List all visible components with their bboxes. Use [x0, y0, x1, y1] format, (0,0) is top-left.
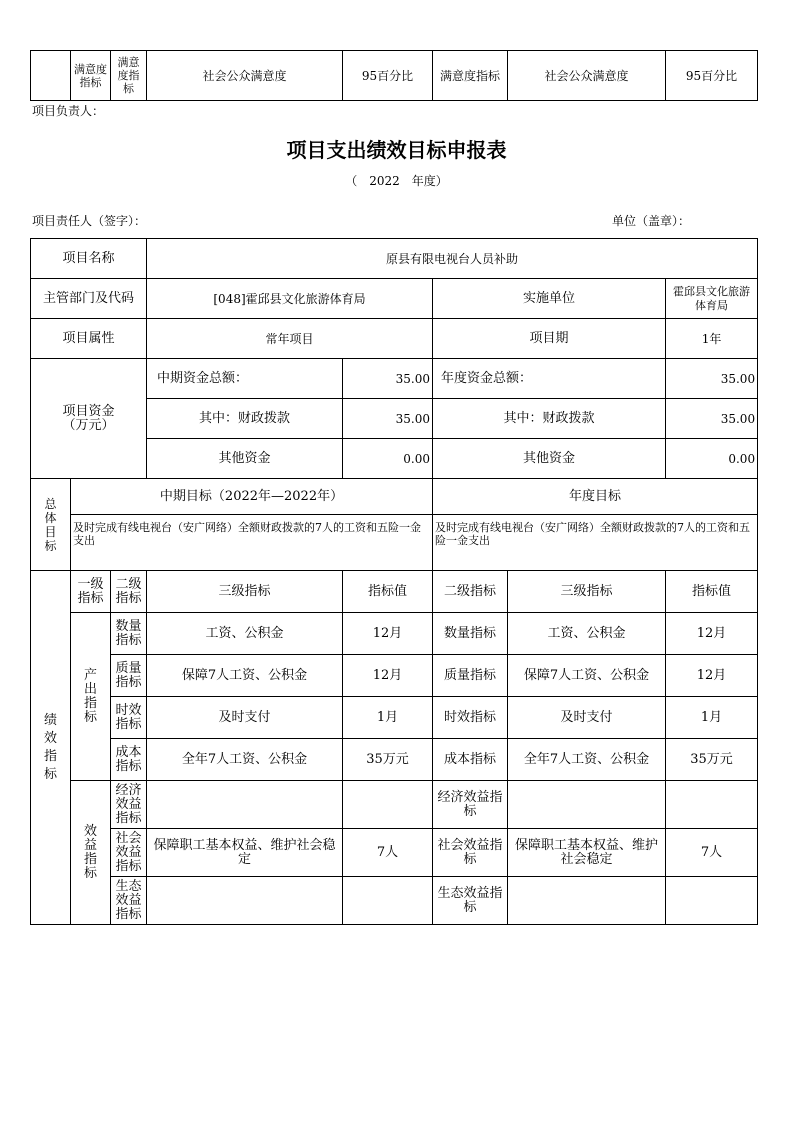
- top-empty-cell: [31, 51, 71, 101]
- goals-label-text: 总体目标: [44, 496, 57, 553]
- row3-valb: 35万元: [666, 739, 758, 781]
- mid-goal-text: 及时完成有线电视台（安广网络）全额财政拨款的7人的工资和五险一金支出: [71, 515, 433, 571]
- row0-val: 12月: [343, 613, 433, 655]
- row5-l3: 保障职工基本权益、维护社会稳定: [147, 829, 343, 877]
- project-name: 原县有限电视台人员补助: [147, 239, 758, 279]
- row1-l3b: 保障7人工资、公积金: [508, 655, 666, 697]
- impl-label: 实施单位: [433, 279, 666, 319]
- row2-l3b: 及时支付: [508, 697, 666, 739]
- perf-h-l2: 二级指标: [111, 571, 147, 613]
- row0-valb: 12月: [666, 613, 758, 655]
- mid-total-value: 35.00: [343, 359, 433, 399]
- period-value: 1年: [666, 319, 758, 359]
- year-line: （ 2022 年度）: [345, 174, 448, 188]
- mid-fiscal-label: 其中：财政拨款: [147, 399, 343, 439]
- year-total-value: 35.00: [666, 359, 758, 399]
- row5-l2b: 社会效益指标: [433, 829, 508, 877]
- year-other-label: 其他资金: [433, 439, 666, 479]
- mid-other-label: 其他资金: [147, 439, 343, 479]
- funds-label-text: 项目资金（万元）: [62, 403, 115, 433]
- perf-label-text: 绩效指标: [43, 712, 57, 782]
- benefit-label-text: 效益指标: [83, 823, 97, 881]
- perf-h-l3b: 三级指标: [508, 571, 666, 613]
- row2-l3: 及时支付: [147, 697, 343, 739]
- row2-l2b: 时效指标: [433, 697, 508, 739]
- mid-other-value: 0.00: [343, 439, 433, 479]
- mid-goal-header: 中期目标（2022年—2022年）: [71, 479, 433, 515]
- period-label: 项目期: [433, 319, 666, 359]
- row1-val: 12月: [343, 655, 433, 697]
- row0-l3b: 工资、公积金: [508, 613, 666, 655]
- row4-l2b: 经济效益指标: [433, 781, 508, 829]
- row6-l2b: 生态效益指标: [433, 877, 508, 925]
- row3-l3b: 全年7人工资、公积金: [508, 739, 666, 781]
- top-year-indicator: 社会公众满意度: [508, 51, 666, 101]
- output-label-text: 产出指标: [83, 667, 97, 725]
- row5-l3b: 保障职工基本权益、维护社会稳定: [508, 829, 666, 877]
- mid-total-label: 中期资金总额：: [147, 359, 343, 399]
- row6-l2: 生态效益指标: [111, 877, 147, 925]
- row5-val: 7人: [343, 829, 433, 877]
- responsible-label: 项目负责人：: [32, 104, 105, 118]
- row3-l2b: 成本指标: [433, 739, 508, 781]
- row5-valb: 7人: [666, 829, 758, 877]
- row4-val: [343, 781, 433, 829]
- top-l2: 满意度指标: [71, 51, 111, 101]
- year-goal-text: 及时完成有线电视台（安广网络）全额财政拨款的7人的工资和五险一金支出: [433, 515, 758, 571]
- main-table: [30, 238, 758, 925]
- impl-value: 霍邱县文化旅游体育局: [666, 279, 758, 319]
- year-goal-header: 年度目标: [433, 479, 758, 515]
- row1-l2b: 质量指标: [433, 655, 508, 697]
- dept-label: 主管部门及代码: [31, 279, 147, 319]
- signer-label: 项目责任人（签字）：: [32, 214, 147, 228]
- dept-value: [048]霍邱县文化旅游体育局: [147, 279, 433, 319]
- funds-label: [31, 359, 147, 479]
- benefit-label: [71, 781, 111, 925]
- row5-l2: 社会效益指标: [111, 829, 147, 877]
- perf-h-l1: 一级指标: [71, 571, 111, 613]
- row6-val: [343, 877, 433, 925]
- top-year-l2: 满意度指标: [433, 51, 508, 101]
- project-name-label: 项目名称: [31, 239, 147, 279]
- top-year-value: 95百分比: [666, 51, 758, 101]
- row3-l3: 全年7人工资、公积金: [147, 739, 343, 781]
- perf-h-l2b: 二级指标: [433, 571, 508, 613]
- year-fiscal-value: 35.00: [666, 399, 758, 439]
- row4-l3b: [508, 781, 666, 829]
- row4-l3: [147, 781, 343, 829]
- row0-l2: 数量指标: [111, 613, 147, 655]
- row0-l3: 工资、公积金: [147, 613, 343, 655]
- top-l3: 满意度指标: [111, 51, 147, 101]
- row1-valb: 12月: [666, 655, 758, 697]
- perf-label: [31, 571, 71, 925]
- row1-l3: 保障7人工资、公积金: [147, 655, 343, 697]
- unit-seal-label: 单位（盖章）：: [612, 214, 691, 228]
- output-label: [71, 613, 111, 781]
- row2-valb: 1月: [666, 697, 758, 739]
- page-title: 项目支出绩效目标申报表: [286, 138, 507, 162]
- row4-valb: [666, 781, 758, 829]
- perf-h-val: 指标值: [343, 571, 433, 613]
- top-satisfaction-table: [30, 50, 758, 101]
- row4-l2: 经济效益指标: [111, 781, 147, 829]
- year-total-label: 年度资金总额：: [433, 359, 666, 399]
- row2-l2: 时效指标: [111, 697, 147, 739]
- row3-val: 35万元: [343, 739, 433, 781]
- attr-label: 项目属性: [31, 319, 147, 359]
- row6-l3: [147, 877, 343, 925]
- goals-label: [31, 479, 71, 571]
- perf-h-valb: 指标值: [666, 571, 758, 613]
- mid-fiscal-value: 35.00: [343, 399, 433, 439]
- row6-valb: [666, 877, 758, 925]
- attr-value: 常年项目: [147, 319, 433, 359]
- top-mid-value: 95百分比: [343, 51, 433, 101]
- row6-l3b: [508, 877, 666, 925]
- row1-l2: 质量指标: [111, 655, 147, 697]
- top-mid-indicator: 社会公众满意度: [147, 51, 343, 101]
- row0-l2b: 数量指标: [433, 613, 508, 655]
- year-other-value: 0.00: [666, 439, 758, 479]
- row2-val: 1月: [343, 697, 433, 739]
- perf-h-l3: 三级指标: [147, 571, 343, 613]
- row3-l2: 成本指标: [111, 739, 147, 781]
- year-fiscal-label: 其中：财政拨款: [433, 399, 666, 439]
